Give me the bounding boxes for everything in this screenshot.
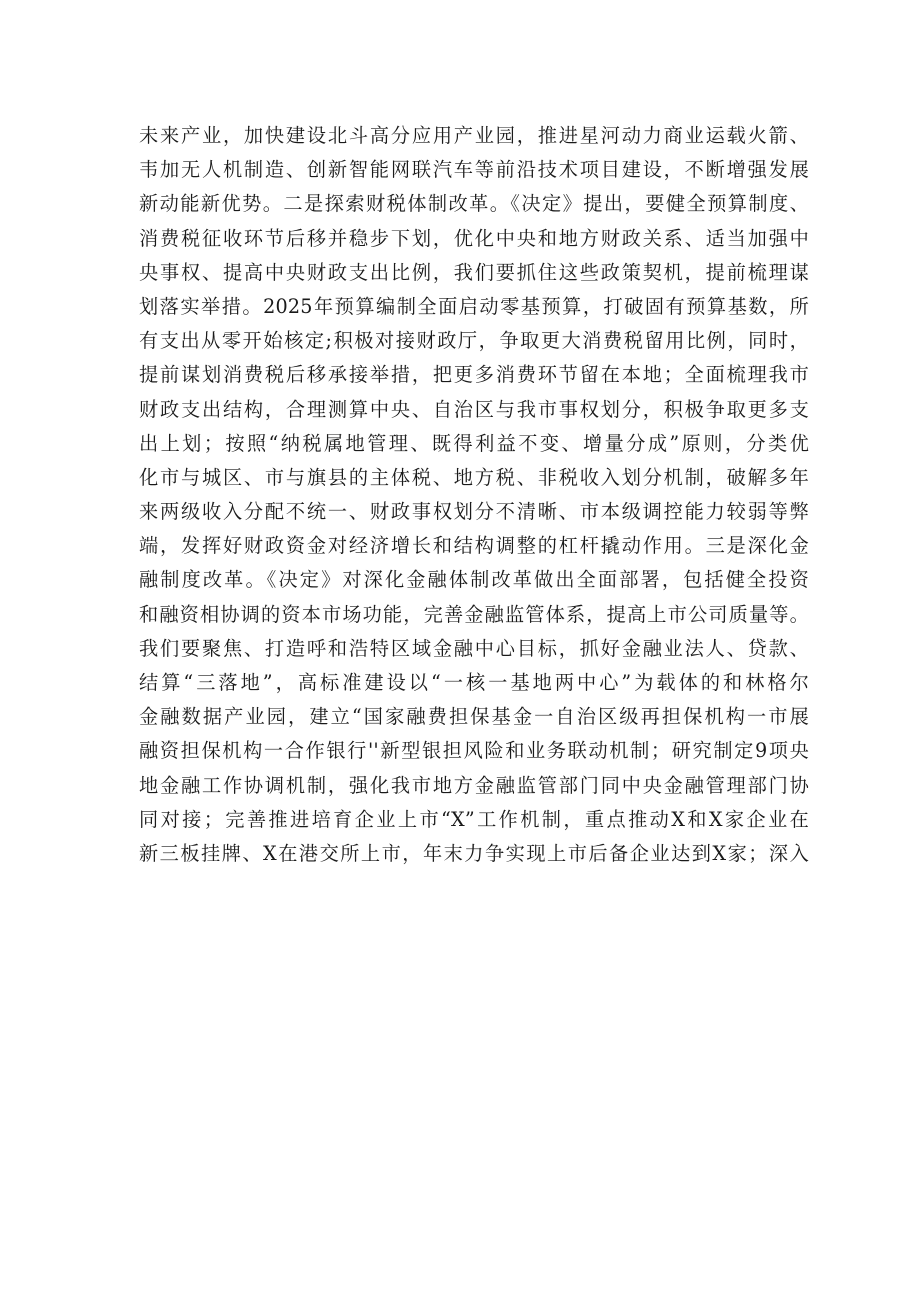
text-line-3: 新动能新优势。二是探索财税体制改革。《决定》提出，要健全预算制度、 <box>139 192 809 216</box>
text-line-22: 新三板挂牌、X在港交所上市，年末力争实现上市后备企业达到X家；深入 <box>139 841 809 865</box>
text-line-2: 韦加无人机制造、创新智能网联汽车等前沿技术项目建设，不断增强发展 <box>139 158 809 182</box>
text-line-1: 未来产业，加快建设北斗高分应用产业园，推进星河动力商业运载火箭、 <box>139 124 809 147</box>
text-line-18: 金融数据产业园，建立“国家融费担保基金一自治区级再担保机构一市展 <box>139 705 809 729</box>
document-body <box>139 119 809 871</box>
text-line-12: 来两级收入分配不统一、财政事权划分不清晰、市本级调控能力较弱等弊 <box>139 500 809 524</box>
text-line-14: 融制度改革。《决定》对深化金融体制改革做出全面部署，包括健全投资 <box>139 568 809 592</box>
text-line-21: 同对接；完善推进培育企业上市“X”工作机制，重点推动X和X家企业在 <box>139 807 809 831</box>
text-line-15: 和融资相协调的资本市场功能，完善金融监管体系，提高上市公司质量等。 <box>139 602 809 626</box>
text-line-7: 有支出从零开始核定;积极对接财政厅，争取更大消费税留用比例，同时， <box>139 329 809 353</box>
text-line-6: 划落实举措。2025年预算编制全面启动零基预算，打破固有预算基数，所 <box>139 294 809 318</box>
text-line-5: 央事权、提高中央财政支出比例，我们要抓住这些政策契机，提前梳理谋 <box>139 260 809 284</box>
text-line-20: 地金融工作协调机制，强化我市地方金融监管部门同中央金融管理部门协 <box>139 773 809 797</box>
text-line-9: 财政支出结构，合理测算中央、自治区与我市事权划分，积极争取更多支 <box>139 397 809 421</box>
text-line-13: 端，发挥好财政资金对经济增长和结构调整的杠杆撬动作用。三是深化金 <box>139 534 809 558</box>
text-line-16: 我们要聚焦、打造呼和浩特区域金融中心目标，抓好金融业法人、贷款、 <box>139 636 809 660</box>
text-line-8: 提前谋划消费税后移承接举措，把更多消费环节留在本地；全面梳理我市 <box>139 363 809 387</box>
text-line-4: 消费税征收环节后移并稳步下划，优化中央和地方财政关系、适当加强中 <box>139 226 809 250</box>
text-line-19: 融资担保机构一合作银行''新型银担风险和业务联动机制；研究制定9项央 <box>139 739 809 763</box>
text-line-11: 化市与城区、市与旗县的主体税、地方税、非税收入划分机制，破解多年 <box>139 465 809 489</box>
text-line-10: 出上划；按照“纳税属地管理、既得利益不变、增量分成”原则，分类优 <box>139 431 809 455</box>
text-line-17: 结算“三落地”，高标准建设以“一核一基地两中心”为载体的和林格尔 <box>139 671 809 694</box>
